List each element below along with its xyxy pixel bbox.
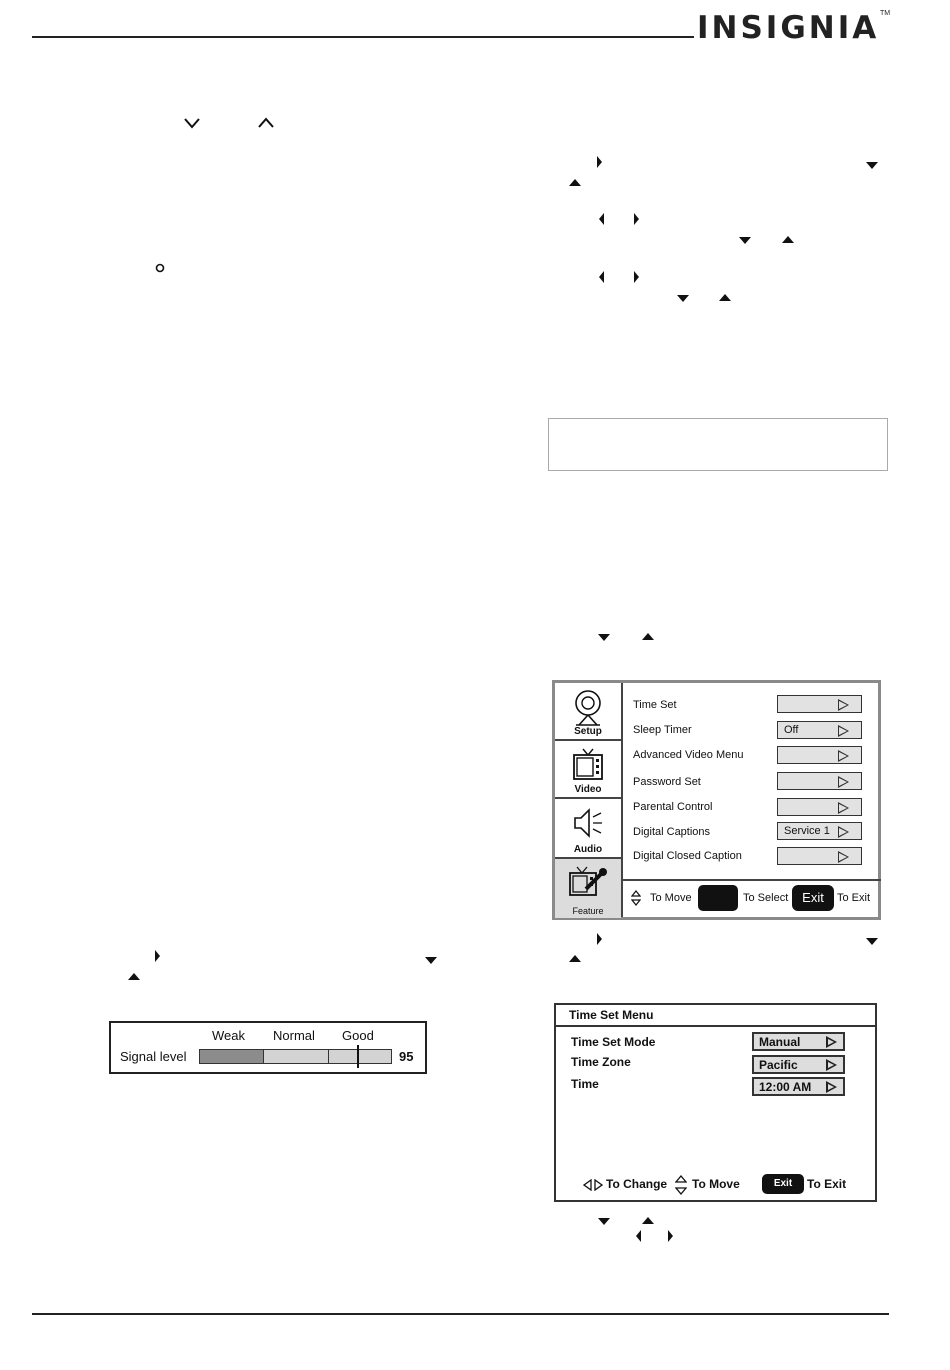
signal-header-normal: Normal [273,1028,315,1043]
digital-captions-button[interactable] [777,822,862,840]
play-arrow-icon [826,1081,837,1093]
play-arrow-icon [838,826,849,838]
footer-select-text: To Select [743,892,789,904]
tv-icon [571,747,605,783]
arrow-down-icon [598,1218,610,1225]
time-zone-label: Time Zone [571,1055,631,1069]
play-arrow-icon [838,776,849,788]
menu-item-value: Service 1 [784,825,830,837]
arrow-up-icon [128,973,140,980]
time-label: Time [571,1077,599,1091]
enter-key-icon [698,885,738,911]
signal-segment-weak [200,1050,264,1063]
footer-move-text: To Move [692,1177,740,1191]
arrow-down-icon [866,938,878,945]
left-right-arrows-icon [583,1179,603,1191]
arrow-up-icon [569,955,581,962]
digital-closed-caption-button[interactable] [777,847,862,865]
arrow-down-icon [598,634,610,641]
arrow-left-icon [636,1230,641,1242]
sleep-timer-button[interactable] [777,721,862,739]
brand-logo: INSIGNIA [697,10,880,46]
sidebar-item-setup[interactable] [555,683,621,741]
menu-item-sleep-timer[interactable]: Sleep Timer [633,724,692,736]
footer-change-text: To Change [606,1177,668,1191]
signal-level-label: Signal level [120,1049,187,1064]
password-set-button[interactable] [777,772,862,790]
sidebar-label: Feature [572,906,604,916]
advanced-video-button[interactable] [777,746,862,764]
menu-item-time-set[interactable]: Time Set [633,699,677,711]
arrow-up-icon [782,236,794,243]
up-down-arrows-icon [631,890,641,906]
time-set-menu-screen [554,1003,877,1202]
speaker-icon [571,805,605,841]
play-arrow-icon [826,1059,837,1071]
arrow-down-icon [677,295,689,302]
signal-segment-normal [264,1050,329,1063]
footer-exit-text: To Exit [837,892,871,904]
satellite-dish-icon [571,689,605,727]
sidebar-label: Setup [574,726,602,737]
time-set-button[interactable] [777,695,862,713]
sidebar-item-video[interactable] [555,741,621,799]
signal-header-good: Good [342,1028,374,1043]
tv-wrench-icon [568,865,608,901]
play-arrow-icon [838,725,849,737]
menu-item-value: Off [784,724,799,736]
arrow-down-icon [739,237,751,244]
play-arrow-icon [838,802,849,814]
up-down-arrows-icon [675,1175,687,1195]
time-value: 12:00 AM [759,1080,812,1094]
play-arrow-icon [838,851,849,863]
time-set-mode-value: Manual [759,1035,801,1049]
signal-level-marker [357,1045,359,1068]
arrow-down-icon [425,957,437,964]
arrow-right-icon [668,1230,673,1242]
feature-menu-screen [552,680,881,920]
sidebar-item-audio[interactable] [555,799,621,859]
note-box [548,418,888,471]
menu-item-digital-captions[interactable]: Digital Captions [633,826,711,838]
exit-key: Exit [762,1174,804,1194]
menu-footer [623,879,881,917]
header-rule [32,36,694,38]
arrow-down-icon [866,162,878,169]
parental-control-button[interactable] [777,798,862,816]
sidebar-item-feature[interactable] [555,859,621,918]
time-set-mode-label: Time Set Mode [571,1035,656,1049]
footer-rule [32,1313,889,1315]
arrow-right-icon [597,156,602,168]
arrow-up-icon [642,1217,654,1224]
footer-exit-text: To Exit [807,1177,847,1191]
arrow-right-icon [634,213,639,225]
exit-key: Exit [792,885,834,911]
arrow-up-icon [719,294,731,301]
trademark-mark: TM [880,10,891,17]
chevron-down-icon [182,116,202,130]
play-arrow-icon [826,1036,837,1048]
menu-item-password-set[interactable]: Password Set [633,776,701,788]
arrow-up-icon [569,179,581,186]
play-arrow-icon [838,699,849,711]
time-set-mode-select[interactable] [752,1032,845,1051]
circle-button-icon [154,262,166,274]
signal-level-bar [199,1049,392,1064]
time-zone-select[interactable] [752,1055,845,1074]
sidebar-label: Video [574,784,602,795]
menu-item-parental-control[interactable]: Parental Control [633,801,713,813]
signal-header-weak: Weak [212,1028,245,1043]
sidebar-label: Audio [573,844,603,855]
arrow-left-icon [599,213,604,225]
signal-segment-good [329,1050,391,1063]
signal-level-panel [109,1021,427,1074]
chevron-up-icon [256,116,276,130]
arrow-left-icon [599,271,604,283]
arrow-right-icon [597,933,602,945]
arrow-up-icon [642,633,654,640]
menu-item-advanced-video[interactable]: Advanced Video Menu [633,749,744,761]
arrow-right-icon [634,271,639,283]
signal-level-value: 95 [399,1049,414,1064]
time-zone-value: Pacific [759,1058,798,1072]
footer-move-text: To Move [650,892,692,904]
menu-sidebar [555,683,623,917]
menu-item-digital-closed-caption[interactable]: Digital Closed Caption [633,850,742,862]
arrow-right-icon [155,950,160,962]
time-set-menu-title: Time Set Menu [556,1005,875,1027]
time-select[interactable] [752,1077,845,1096]
play-arrow-icon [838,750,849,762]
